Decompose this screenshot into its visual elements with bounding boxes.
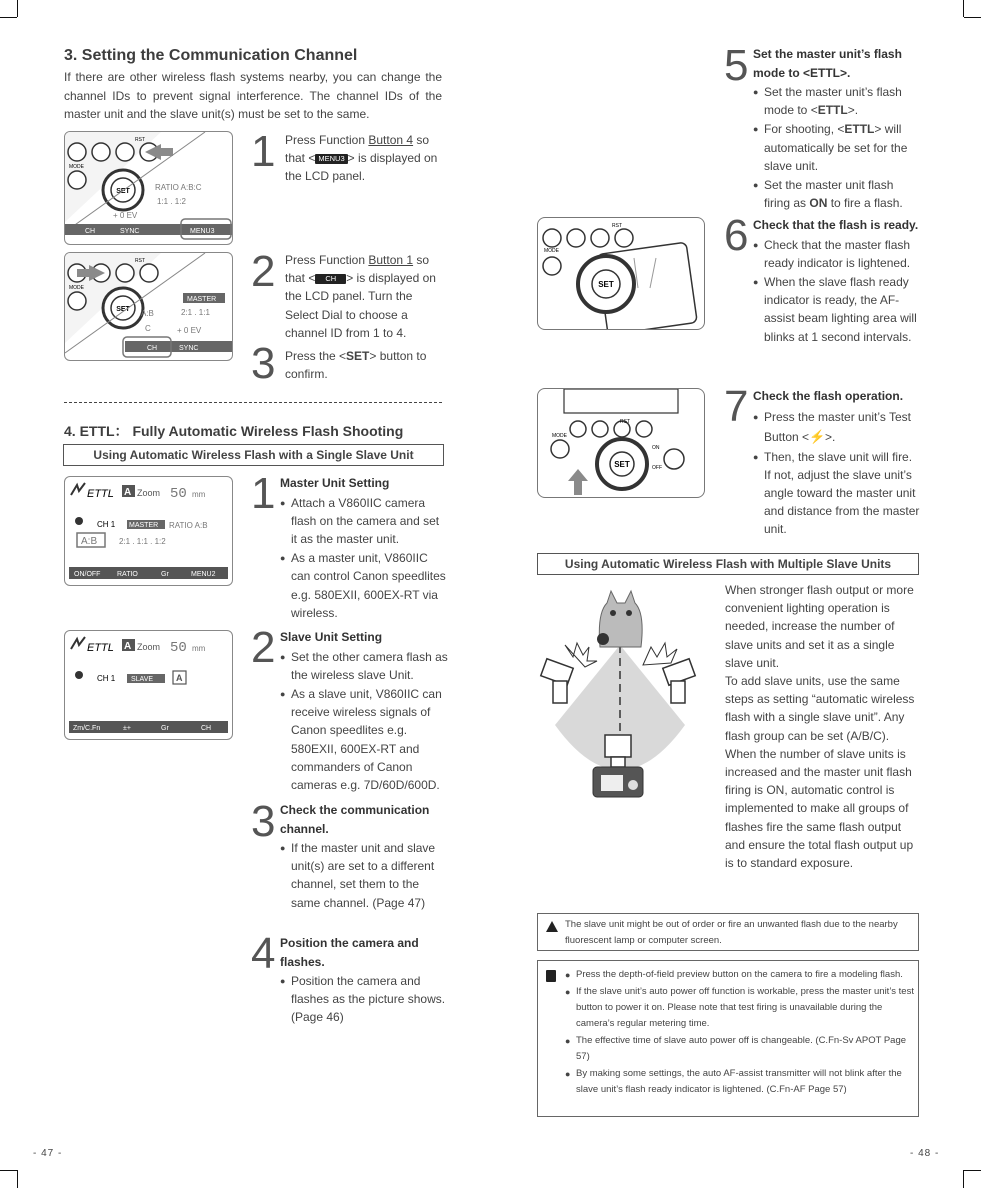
lcd-master-display bbox=[64, 476, 233, 586]
set-button-label: SET bbox=[116, 188, 130, 195]
warning-icon bbox=[546, 921, 558, 932]
button-ref: Button 4 bbox=[368, 133, 414, 147]
set-key: SET bbox=[346, 349, 370, 363]
master-label: MASTER bbox=[129, 522, 159, 529]
lcd-button-3: Gr bbox=[161, 571, 169, 578]
note-item: ● If the slave unit’s auto power off function is workable, press the master unit’s test button to power it on. Please note that test firing is unavailable during the camera’s regular metering time. bbox=[565, 984, 917, 1032]
lcd-button-1: CH bbox=[85, 228, 96, 235]
crop-mark bbox=[964, 17, 981, 18]
note-item: ● The effective time of slave auto power off is changeable. (C.Fn-Sv APOT Page 57) bbox=[565, 1033, 917, 1065]
multi-slave-text bbox=[725, 581, 917, 872]
lcd-button-1: Zm/C.Fn bbox=[73, 725, 101, 732]
lcd-button-2: SYNC bbox=[120, 228, 140, 235]
crop-mark bbox=[963, 0, 964, 17]
lcd-illustration-ch bbox=[64, 252, 233, 361]
text: >. bbox=[847, 103, 859, 118]
bullet: ● As a slave unit, V860IIC can receive wireless signals of Canon speedlites e.g. 580EXII, 600EX-RT and commanders of Canon cameras e.g. 7D/60D/600D. bbox=[280, 685, 450, 794]
step5 bbox=[753, 45, 918, 212]
step-heading: Check the flash operation. bbox=[753, 389, 904, 403]
bullet: ● Position the camera and flashes as the picture shows. (Page 46) bbox=[280, 972, 448, 1027]
lcd-button-2: ±+ bbox=[123, 725, 131, 732]
section3-intro: If there are other wireless flash systems nearby, you can change the channel IDs to prevent signal interference. The channel IDs of the master unit and the slave unit(s) must be set to the same. bbox=[64, 70, 442, 121]
rst-label: RST bbox=[612, 223, 622, 229]
ratio-label: RATIO A:B:C bbox=[155, 183, 202, 192]
bullet: ● When the slave flash ready indicator is ready, the AF-assist beam lighting area will blinks at 1 second intervals. bbox=[753, 273, 921, 346]
warning-text: The slave unit might be out of order or fire an unwanted flash due to the nearby fluorescent lamp or computer screen. bbox=[565, 919, 898, 946]
paragraph: To add slave units, use the same steps as setting “automatic wireless flash with a single slave unit”. Any flash group can be set (A/B/C). bbox=[725, 674, 915, 743]
text: Press the < bbox=[285, 349, 347, 363]
channel-label: CH 1 bbox=[97, 674, 116, 683]
text: Set the master unit’s flash mode to < bbox=[764, 85, 902, 118]
step-number: 1 bbox=[251, 127, 276, 176]
step-heading: Check that the flash is ready. bbox=[753, 218, 919, 232]
crop-mark bbox=[17, 1170, 18, 1188]
ettl-key: ETTL bbox=[817, 103, 848, 118]
lcd-button-4: CH bbox=[201, 725, 212, 732]
bullet: ● Attach a V860IIC camera flash on the camera and set it as the master unit. bbox=[280, 494, 448, 549]
crop-mark bbox=[963, 1170, 964, 1188]
text: Press Function bbox=[285, 253, 369, 267]
bullet-list bbox=[753, 236, 921, 346]
ch-chip: CH bbox=[315, 274, 346, 284]
info-icon bbox=[546, 970, 556, 982]
channel-label: CH 1 bbox=[97, 520, 116, 529]
button-ref: Button 1 bbox=[368, 253, 414, 267]
c-label: C bbox=[145, 324, 151, 333]
mm-unit: mm bbox=[192, 644, 206, 653]
step-number: 2 bbox=[251, 247, 276, 296]
crop-mark bbox=[964, 1170, 981, 1171]
bullet: ● Set the other camera flash as the wireless slave Unit. bbox=[280, 648, 450, 684]
text: Press the master unit’s Test Button < bbox=[764, 409, 911, 444]
ab-label: A:B bbox=[81, 536, 98, 547]
text: For shooting, < bbox=[764, 122, 845, 137]
bullet bbox=[753, 83, 918, 119]
paragraph: When stronger flash output or more convenient lighting operation is needed, increase the number of slave units and set it as a single slave unit. bbox=[725, 583, 914, 670]
bullet-list bbox=[280, 648, 450, 795]
rst-label: RST bbox=[135, 258, 145, 264]
lcd-button-3: Gr bbox=[161, 725, 169, 732]
step-number: 3 bbox=[251, 797, 276, 846]
rst-label: RST bbox=[135, 137, 145, 143]
text: > is displayed on the LCD panel. bbox=[285, 151, 438, 184]
step-number: 4 bbox=[251, 929, 276, 978]
lcd-button-1: CH bbox=[147, 345, 158, 352]
ratio-values: 2:1 . 1:1 bbox=[181, 308, 210, 317]
bullet-list bbox=[753, 83, 918, 212]
step-number: 2 bbox=[251, 623, 276, 672]
step-number: 5 bbox=[724, 41, 749, 90]
slave-label: SLAVE bbox=[131, 676, 154, 683]
set-button-label: SET bbox=[614, 460, 630, 469]
ev-label: + 0 EV bbox=[113, 211, 138, 220]
group-label: A bbox=[176, 673, 183, 683]
menu3-chip: MENU3 bbox=[315, 154, 347, 164]
ratio-values: 2:1 . 1:1 . 1:2 bbox=[119, 537, 166, 546]
text: > is displayed on the LCD panel. Turn the Select Dial to choose a channel ID from 1 to 4. bbox=[285, 271, 436, 340]
rst-label: RST bbox=[620, 419, 630, 425]
lcd-button-3: MENU3 bbox=[190, 228, 215, 235]
step7 bbox=[753, 387, 921, 539]
lcd-button-2: SYNC bbox=[179, 345, 199, 352]
master-label: MASTER bbox=[187, 296, 217, 303]
notes-list bbox=[565, 966, 917, 1098]
multi-slave-header: Using Automatic Wireless Flash with Multiple Slave Units bbox=[537, 553, 919, 575]
bullet bbox=[753, 120, 918, 175]
mode-label: MODE bbox=[544, 248, 559, 254]
step-heading: Master Unit Setting bbox=[280, 476, 390, 490]
crop-mark bbox=[0, 17, 17, 18]
lcd-button-4: MENU2 bbox=[191, 571, 216, 578]
wireless-icon bbox=[71, 637, 85, 649]
single-step2 bbox=[280, 628, 450, 794]
test-button-illustration bbox=[537, 388, 705, 498]
step-number: 3 bbox=[251, 339, 276, 388]
auto-zoom-badge: A bbox=[124, 487, 132, 498]
set-button-label: SET bbox=[116, 306, 130, 313]
crop-mark bbox=[17, 0, 18, 17]
ratio-values: 1:1 . 1:2 bbox=[157, 197, 186, 206]
text: so that < bbox=[285, 133, 430, 166]
ettl-label: ETTL bbox=[87, 488, 114, 500]
step-heading: Position the camera and flashes. bbox=[280, 936, 419, 969]
mode-label: MODE bbox=[69, 164, 84, 170]
ab-label: A:B bbox=[141, 309, 154, 318]
section3-title: 3. Setting the Communication Channel bbox=[64, 47, 358, 64]
zoom-label: Zoom bbox=[137, 642, 161, 652]
zoom-value: 50 bbox=[170, 486, 187, 502]
text: >. bbox=[825, 429, 836, 444]
off-label: OFF bbox=[652, 465, 662, 471]
step-number: 1 bbox=[251, 469, 276, 518]
bullet-list bbox=[280, 972, 448, 1027]
bullet: ● If the master unit and slave unit(s) are set to a different channel, set them to the same channel. (Page 47) bbox=[280, 839, 448, 912]
single-step4 bbox=[280, 934, 448, 1027]
section4-title: 4. ETTL： Fully Automatic Wireless Flash Shooting bbox=[64, 423, 404, 439]
section3-step1-text bbox=[285, 131, 443, 186]
auto-zoom-badge: A bbox=[124, 641, 132, 652]
paragraph: When the number of slave units is increased and the master unit flash firing is ON, automatic control is implemented to make all groups of flashes fire the same flash output and ensure the total flash output up is to standard exposure. bbox=[725, 746, 914, 871]
warning-box bbox=[537, 913, 919, 951]
flash-ready-illustration bbox=[537, 217, 705, 330]
lcd-button-1: ON/OFF bbox=[74, 571, 101, 578]
section3-step2-text bbox=[285, 251, 443, 342]
bullet bbox=[753, 176, 918, 212]
ev-label: + 0 EV bbox=[177, 326, 202, 335]
bullet: ● Check that the master flash ready indicator is lightened. bbox=[753, 236, 921, 272]
step-heading: Check the communication channel. bbox=[280, 803, 430, 836]
text: > will automatically be set for the slave unit. bbox=[764, 122, 908, 173]
set-button-label: SET bbox=[598, 280, 614, 289]
bullet-list bbox=[280, 839, 448, 912]
step-number: 7 bbox=[724, 382, 749, 431]
ettl-label: ETTL bbox=[87, 642, 114, 654]
single-step3 bbox=[280, 801, 448, 912]
text: > button to confirm. bbox=[285, 349, 427, 382]
lcd-button-2: RATIO bbox=[117, 571, 138, 578]
ratio-label: RATIO A:B bbox=[169, 521, 208, 530]
mode-label: MODE bbox=[69, 285, 84, 291]
step-number: 6 bbox=[724, 211, 749, 260]
single-slave-header: Using Automatic Wireless Flash with a Single Slave Unit bbox=[63, 444, 444, 466]
section3-step3-text bbox=[285, 347, 443, 383]
wireless-master-icon bbox=[75, 517, 83, 525]
text: to fire a flash. bbox=[827, 196, 903, 211]
lcd-slave-display bbox=[64, 630, 233, 740]
note-item: ● By making some settings, the auto AF-assist transmitter will not blink after the slave unit’s flash ready indicator is lightened. (C.Fn-AF Page 57) bbox=[565, 1066, 917, 1098]
page-number-left: - 47 - bbox=[33, 1148, 63, 1159]
crop-mark bbox=[0, 1170, 17, 1171]
flash-bolt-icon: ⚡ bbox=[809, 428, 826, 444]
step-heading: Slave Unit Setting bbox=[280, 630, 383, 644]
step-heading: Set the master unit’s flash mode to <ETTL>. bbox=[753, 47, 902, 80]
arrow-up-icon bbox=[568, 469, 588, 495]
single-step1 bbox=[280, 474, 448, 622]
bullet-list bbox=[753, 407, 921, 539]
bullet bbox=[753, 407, 921, 447]
multi-slave-diagram bbox=[525, 585, 715, 805]
text: Press Function bbox=[285, 133, 369, 147]
mm-unit: mm bbox=[192, 490, 206, 499]
note-item: ● Press the depth-of-field preview button on the camera to fire a modeling flash. bbox=[565, 967, 917, 983]
notes-box bbox=[537, 960, 919, 1117]
bullet: ● As a master unit, V860IIC can control Canon speedlites e.g. 580EXII, 600EX-RT via wireless. bbox=[280, 549, 448, 622]
dash-dot-divider bbox=[64, 402, 442, 403]
zoom-value: 50 bbox=[170, 640, 187, 656]
mode-label: MODE bbox=[552, 433, 567, 439]
ettl-key: ETTL bbox=[844, 122, 875, 137]
zoom-label: Zoom bbox=[137, 488, 161, 498]
wireless-slave-icon bbox=[75, 671, 83, 679]
lcd-illustration-menu3 bbox=[64, 131, 233, 245]
text: Set the master unit flash firing as bbox=[764, 178, 894, 211]
bullet: ● Then, the slave unit will fire. If not, adjust the slave unit’s angle toward the master unit and distance from the master unit. bbox=[753, 448, 921, 539]
on-label: ON bbox=[652, 445, 660, 451]
bullet-list bbox=[280, 494, 448, 622]
wireless-icon bbox=[71, 483, 85, 495]
page-number-right: - 48 - bbox=[910, 1148, 940, 1159]
step6 bbox=[753, 216, 921, 346]
on-key: ON bbox=[809, 196, 828, 211]
text: so that < bbox=[285, 253, 430, 286]
